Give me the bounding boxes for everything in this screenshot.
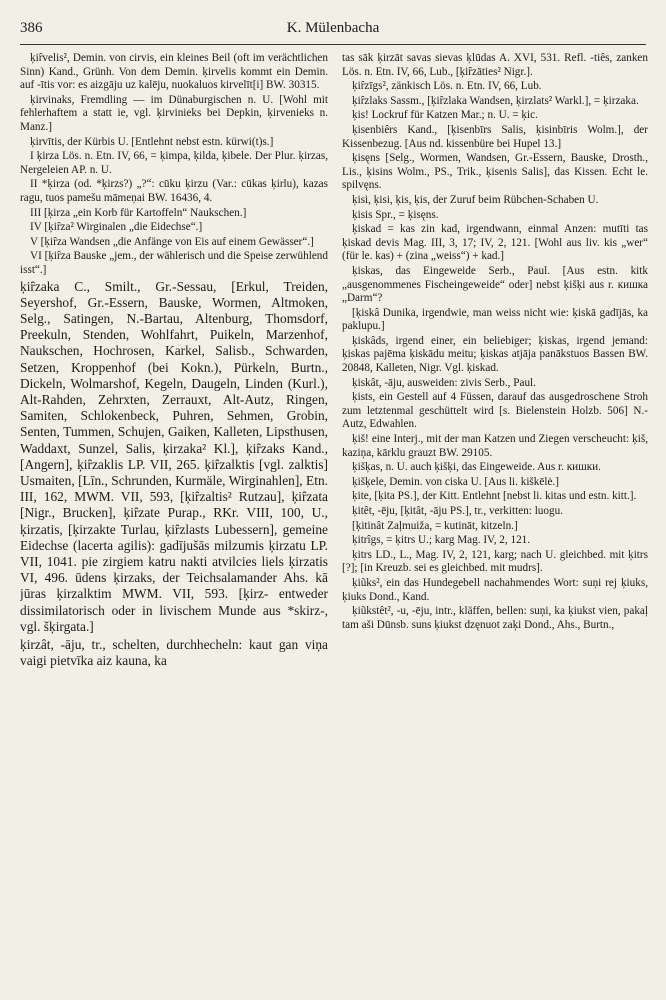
entry: [ķiskâ Dunika, irgendwie, man weiss nicht wie: ķiskā gadījās, ka paklupu.] — [342, 306, 648, 333]
entry: ķišķas, n. U. auch ķišķi, das Eingeweide. Aus r. кишки. — [352, 461, 601, 474]
entry: ķiũkstêt², -u, -ēju, intr., kläffen, bellen: suņi, ka ķiukst vien, pakaļ tam aši Dūnsb. suns ķiukst dzęnuot zaķi Dond., Ahs., Burtn., — [342, 605, 648, 631]
entry: ķiskâds, irgend einer, ein beliebiger; ķiskas, irgend jemand: ķiskas pajēma ķiskādu meitu; ķiskas atjāja panākstuos Bassen BW. 20848, Kalleten, Nigr. Vgl. ķiskad. — [342, 334, 648, 375]
entry: ķists, ein Gestell auf 4 Füssen, darauf das ausgedroschene Stroh zum letztenmal geschüttelt wird [s. Bielenstein Holzb. 506] N.-Autz, Edwahlen. — [342, 391, 648, 431]
entry: ķiȓzlaks Sassm., [ķiȓzlaka Wandsen, ķirzlats² Warkl.], = ķirzaka. — [352, 94, 639, 107]
left-column — [20, 52, 328, 992]
entry: III [ķirza „ein Korb für Kartoffeln“ Naukschen.] — [30, 206, 247, 219]
entry: ķite, [ķita PS.], der Kitt. Entlehnt [nebst li. kitas und estn. kitt.]. — [352, 490, 637, 503]
entry: ķiȓvelis², Demin. von cirvis, ein kleines Beil (oft im verächtlichen Sinn) Kand., Grünh. Von dem Demin. ķirvelis kommt ein Demin. auf -ītis vor: es aizgāju uz kalēju, nuokaluos kirvelīt[i] BW. 30315. — [20, 52, 328, 92]
entry-continuation: tas sāk ķirzāt savas sievas ķlūdas A. XVI, 531. Refl. -tiês, zanken Lös. n. Etn. IV, 66, Lub., [ķiȓzāties² Nigr.]. — [342, 52, 648, 78]
entry: ķiskas, das Eingeweide Serb., Paul. [Aus estn. kitk „ausgenommenes Fischeingeweide“ oder] nebst ķišķi aus r. кишка „Darm“? — [342, 264, 648, 305]
entry: ķiskad = kas zin kad, irgendwann, einmal Anzen: mutīti tas ķiskad devis Mag. III, 3, 17; IV, 2, 121. [Wohl aus liv. kis „wer“ (für le. kas) + (zina „weiss“) + kad.] — [342, 223, 648, 263]
entry: I ķirza Lös. n. Etn. IV, 66, = ķimpa, ķilda, ķibele. Der Plur. ķirzas, Nergeleien AP. n. U. — [20, 150, 328, 176]
entry: ķiš! eine Interj., mit der man Katzen und Ziegen verscheucht: ķiš, kaziņa, kārklu grauzt BW. 29105. — [342, 433, 648, 459]
entry: [ķitinât Zaļmuiža, = kutināt, kitzeln.] — [352, 519, 518, 532]
entry: ķisenbiȇrs Kand., [ķisenbīrs Salis, ķisinbīris Wolm.], der Kissenbezug. [Aus nd. kissenbüre bei Hupel 13.] — [342, 123, 648, 150]
entry: VI [ķiȓza Bauske „jem., der wählerisch und die Speise zerwühlend isst“.] — [20, 250, 328, 276]
entry: ķiskât, -āju, ausweiden: zivis Serb., Paul. — [352, 376, 536, 389]
entry: ķisis Spr., = ķisęns. — [352, 208, 439, 221]
right-column — [342, 52, 648, 992]
entry: ķišķele, Demin. von ciska U. [Aus li. kiškēlė.] — [352, 475, 559, 488]
page-number: 386 — [20, 20, 43, 36]
entry: ķiũks², ein das Hundegebell nachahmendes Wort: suņi rej ķiuks, ķiuks Dond., Kand. — [342, 576, 648, 603]
entry: ķisęns [Selg., Wormen, Wandsen, Gr.-Essern, Bauske, Drosth., Lis., ķisins Wolm., PS., Trik., ķisenis Salis], das Kissen. Echt le. spilvęns. — [342, 152, 648, 192]
entry: ķisi, ķisi, ķis, ķis, der Zuruf beim Rübchen-Schaben U. — [352, 193, 599, 206]
entry: ķiȓzīgs², zänkisch Lös. n. Etn. IV, 66, Lub. — [352, 80, 542, 93]
entry: ķitrs LD., L., Mag. IV, 2, 121, karg; nach U. gleichbed. mit ķitrs [?]; [in Kreuzb. sei es gleichbed. mit mudrs]. — [342, 548, 648, 575]
entry: ķirzât, -āju, tr., schelten, durchhecheln: kaut gan viņa vaigi pietvīka aiz kauna, ka — [20, 636, 328, 669]
entry: ķis! Lockruf für Katzen Mar.; n. U. = ķic. — [352, 109, 538, 122]
entry: IV [ķiȓza² Wirginalen „die Eidechse“.] — [30, 221, 203, 234]
entry-kirzaka: ķiȓzaka C., Smilt., Gr.-Sessau, [Erkul, Treiden, Seyershof, Gr.-Essern, Bauske, Wormen, Altmoken, Selg., Satingen, N.-Bartau, Altenburg, Thomsdorf, Preekuln, Stenden, Wohlfahrt, Puikeln, Marzenhof, Naukschen, Hochrosen, Karkel, Salisb., Schwarden, Setzen, Kroppenhof (bei Kokn.), Pürkeln, Burtn., Dickeln, Wolmarshof, Kegeln, Daugeln, Linden (Kurl.), Alt-Rahden, Zehrxten, Zerrauxt, Alt-Autz, Ringen, Samiten, Schlokenbeck, Puhren, Sehmen, Grobin, Senten, Tummen, Schujen, Gaiken, Kalleten, Lipsthusen, Waddaxt, Sunzel, Salis, ķirzaka² Kl.], ķiȓzaks Kand., [Angern], ķiȓzaklis LP. VII, 265. ķiȓzalktis [vgl. zalktis] Usmaiten, [Līn., Schrunden, Kurmäle, Wirginahlen], Etn. III, 162, MWM. VII, 593, [ķiȓzaltis² Rutzau], ķiȓzata [Nigr., Brucken], ķiȓzate Purap., RKr. VIII, 100, U., ķirzatis, [ķirzakte Turlau, ķiȓzlasts Lubessern], gemeine Eidechse (lacerta agilis): gadījušās milzumis ķirzatu LP. VII, 1041. pie zirgiem katru nakti atvilcies liels ķirzatis VI, 496. ūdens ķirzaks, der Teichsalamander Ahs. kā jūras ķirzalktim MWM. VII, 593. [ķirz- entweder dissimilatorisch oder in livischem Munde aus *skirz-, vgl. šķirgata.] — [20, 278, 328, 634]
entry: II *ķirza (od. *ķirzs?) „?“: cūku ķirzu (Var.: cūkas ķirlu), kazas ragu, tuos pamešu māmeņai BW. 16436, 4. — [20, 178, 328, 204]
entry: ķitrîgs, = ķitrs U.; karg Mag. IV, 2, 121. — [352, 534, 531, 547]
running-title: K. Mülenbacha — [286, 20, 380, 36]
entry: V [ķiȓza Wandsen „die Anfänge von Eis auf einem Gewässer“.] — [30, 235, 314, 248]
entry: ķirvītis, der Kürbis U. [Entlehnt nebst estn. kürwi(t)s.] — [30, 135, 274, 148]
page-header — [20, 18, 646, 45]
entry: ķitêt, -ēju, [ķitât, -āju PS.], tr., verkitten: luogu. — [352, 505, 563, 517]
entry: ķirvinaks, Fremdling — im Dünaburgischen n. U. [Wohl mit fehlerhaftem a statt ie, vgl. ķirvinieks bei Depkin, ķirvenieks n. Manz.] — [20, 93, 328, 133]
